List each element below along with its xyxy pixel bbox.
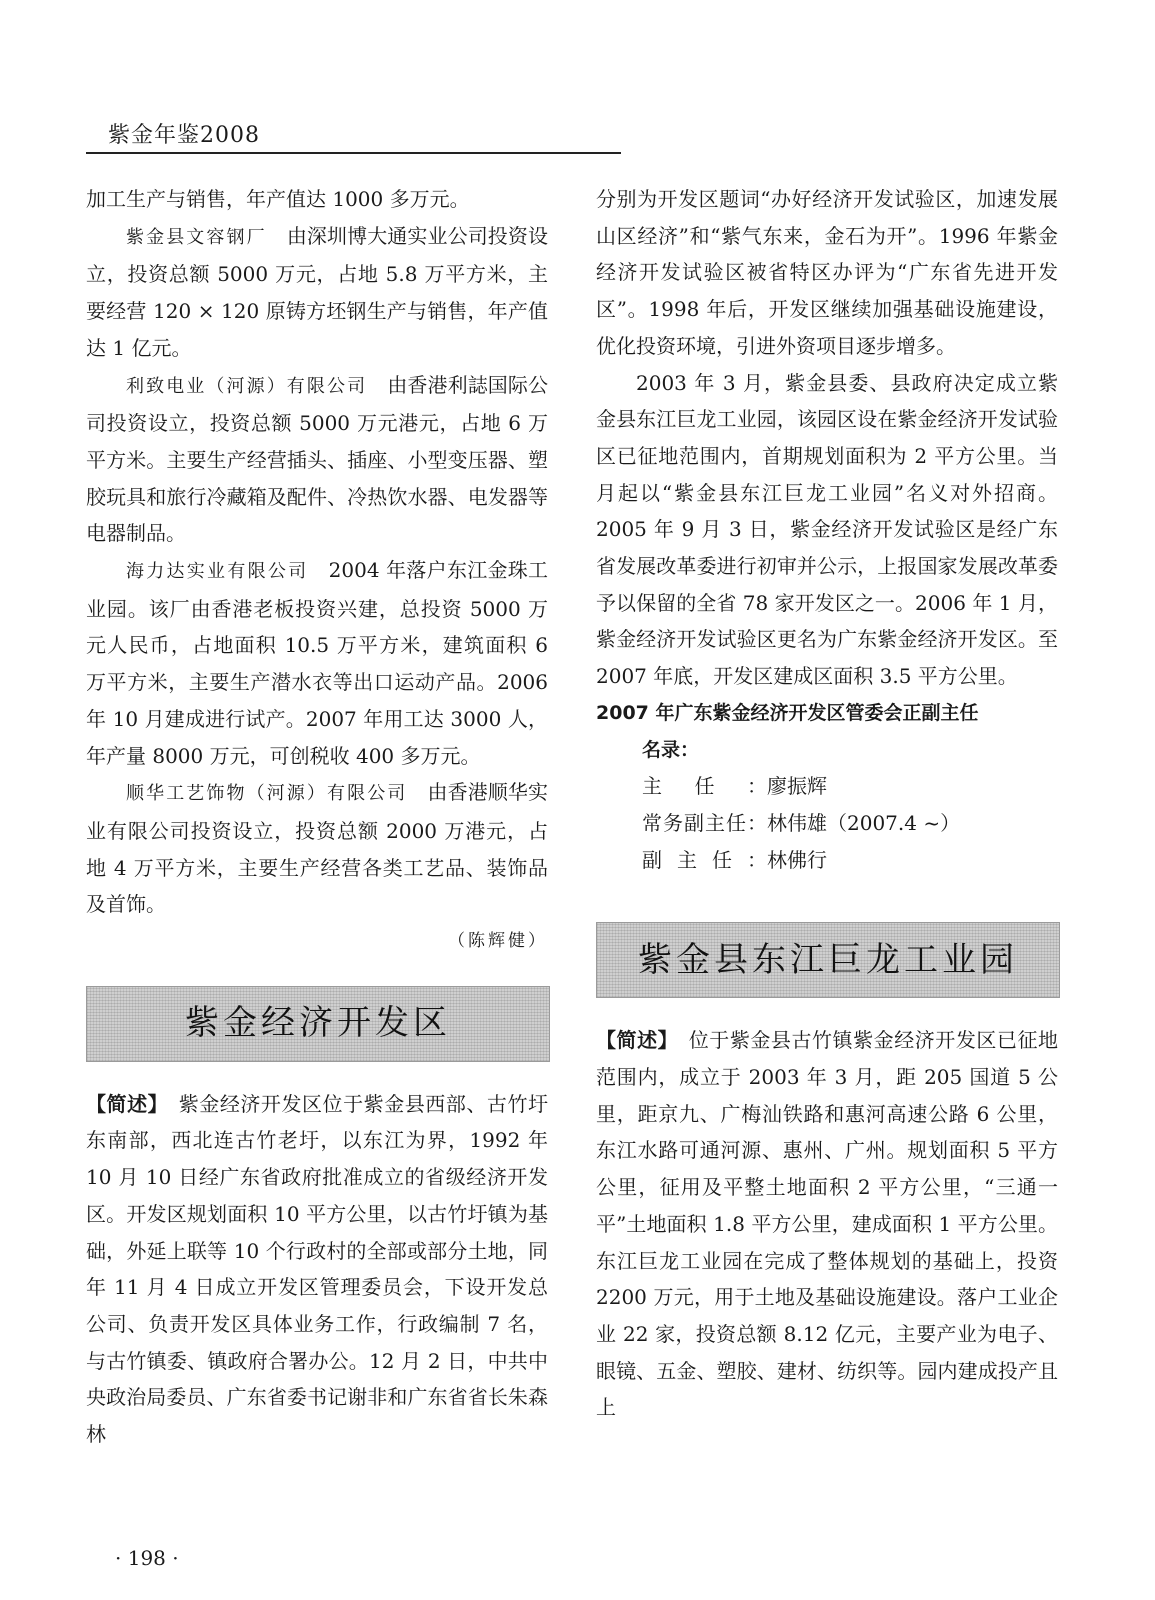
summary-paragraph (86, 1086, 548, 1453)
roster-item (642, 805, 1058, 842)
entry-lizhi-electric (86, 367, 548, 553)
section-banner-zijin-economic-zone: 紫金经济开发区 (86, 986, 550, 1062)
roster-list (596, 768, 1058, 878)
summary-tag: 【简述】 (86, 1091, 159, 1116)
paragraph-continued: 加工生产与销售，年产值达 1000 多万元。 (86, 187, 470, 211)
entry-name: 海力达实业有限公司 (126, 561, 309, 583)
running-header: 紫金年鉴2008 (108, 123, 260, 148)
entry-hailida (86, 552, 548, 774)
paragraph-2003: 2003 年 3 月，紫金县委、县政府决定成立紫金县东江巨龙工业园，该园区设在紫金经济开发试验区已征地范围内，首期规划面积为 2 平方公里。当月起以“紫金县东江巨龙工业园”名义对外招商。2005 年 9 月 3 日，紫金经济开发试验区是经广东省发展改革委进行初审并公示，上报国家发展改革委予以保留的全省 78 家开发区之一。2006 年 1 月，紫金经济开发试验区更名为广东紫金经济开发区。至 2007 年底，开发区建成区面积 3.5 平方公里。 (596, 370, 1058, 689)
entry-shunhua-crafts (86, 774, 548, 923)
section-banner-dongjiang-julong-park: 紫金县东江巨龙工业园 (596, 922, 1060, 998)
roster-role: 常务副主任： (642, 810, 767, 835)
roster-item (642, 842, 1058, 879)
entry-wenrong-steel (86, 218, 548, 367)
entry-text: 由香港利誌国际公司投资设立，投资总额 5000 万元港元，占地 6 万平方米。主要生产经营插头、插座、小型变压器、塑胶玩具和旅行冷藏箱及配件、冷热饮水器、电发器等电器制品。 (86, 372, 549, 546)
roster-person: 廖振辉 (767, 774, 827, 799)
summary-paragraph (596, 1022, 1058, 1426)
roster-heading-line1: 2007 年广东紫金经济开发区管委会正副主任 (596, 701, 979, 724)
roster-person: 林伟雄（2007.4 ~） (767, 810, 961, 835)
page-number: · 198 · (115, 1546, 179, 1570)
left-column (86, 181, 548, 1453)
entry-text: 由香港顺华实业有限公司投资设立，投资总额 2000 万港元，占地 4 万平方米，主要生产经营各类工艺品、装饰品及首饰。 (86, 780, 549, 917)
roster-heading (596, 695, 1058, 768)
roster-heading-line2: 名录： (642, 738, 700, 761)
entry-name: 利致电业（河源）有限公司 (126, 375, 368, 397)
entry-text: 2004 年落户东江金珠工业园。该厂由香港老板投资兴建，总投资 5000 万元人民币，占地面积 10.5 万平方米，建筑面积 6 万平方米，主要生产潜水衣等出口运动产品。2006 年 10 月建成进行试产。2007 年用工达 3000 人，年产量 8000 万元，可创税收 400 多万元。 (86, 558, 549, 768)
paragraph-continued: 分别为开发区题词“办好经济开发试验区，加速发展山区经济”和“紫气东来，金石为开”。1996 年紫金经济开发试验区被省特区办评为“广东省先进开发区”。1998 年后，开发区继续加强基础设施建设，优化投资环境，引进外资项目逐步增多。 (596, 187, 1058, 358)
summary-text: 位于紫金县古竹镇紫金经济开发区已征地范围内，成立于 2003 年 3 月，距 205 国道 5 公里，距京九、广梅汕铁路和惠河高速公路 6 公里，东江水路可通河源、惠州、广州。规划面积 5 平方公里，征用及平整土地面积 2 平方公里，“三通一平”土地面积 1.8 平方公里，建成面积 1 平方公里。东江巨龙工业园在完成了整体规划的基础上，投资 2200 万元，用于土地及基础设施建设。落户工业企业 22 家，投资总额 8.12 亿元，主要产业为电子、眼镜、五金、塑胶、建材、纺织等。园内建成投产且上 (596, 1028, 1059, 1420)
summary-tag: 【简述】 (596, 1028, 669, 1053)
right-column (596, 181, 1058, 1426)
roster-role: 副主任： (642, 847, 767, 872)
entry-name: 顺华工艺饰物（河源）有限公司 (126, 783, 408, 805)
header-rule (86, 152, 621, 154)
entry-text: 由深圳博大通实业公司投资设立，投资总额 5000 万元，占地 5.8 万平方米，主要经营 120 × 120 原铸方坯钢生产与销售，年产值达 1 亿元。 (86, 223, 549, 360)
entry-name: 紫金县文容钢厂 (126, 226, 267, 248)
roster-item (642, 768, 1058, 805)
roster-role: 主任： (642, 774, 767, 799)
roster-person: 林佛行 (767, 847, 827, 872)
summary-text: 紫金经济开发区位于紫金县西部、古竹圩东南部，西北连古竹老圩，以东江为界，1992 年 10 月 10 日经广东省政府批准成立的省级经济开发区。开发区规划面积 10 平方公里，以古竹圩镇为基础，外延上联等 10 个行政村的全部或部分土地，同年 11 月 4 日成立开发区管理委员会，下设开发总公司、负责开发区具体业务工作，行政编制 7 名，与古竹镇委、镇政府合署办公。12 月 2 日，中共中央政治局委员、广东省委书记谢非和广东省省长朱森林 (86, 1091, 549, 1447)
author-byline: （陈辉健） (448, 931, 548, 952)
